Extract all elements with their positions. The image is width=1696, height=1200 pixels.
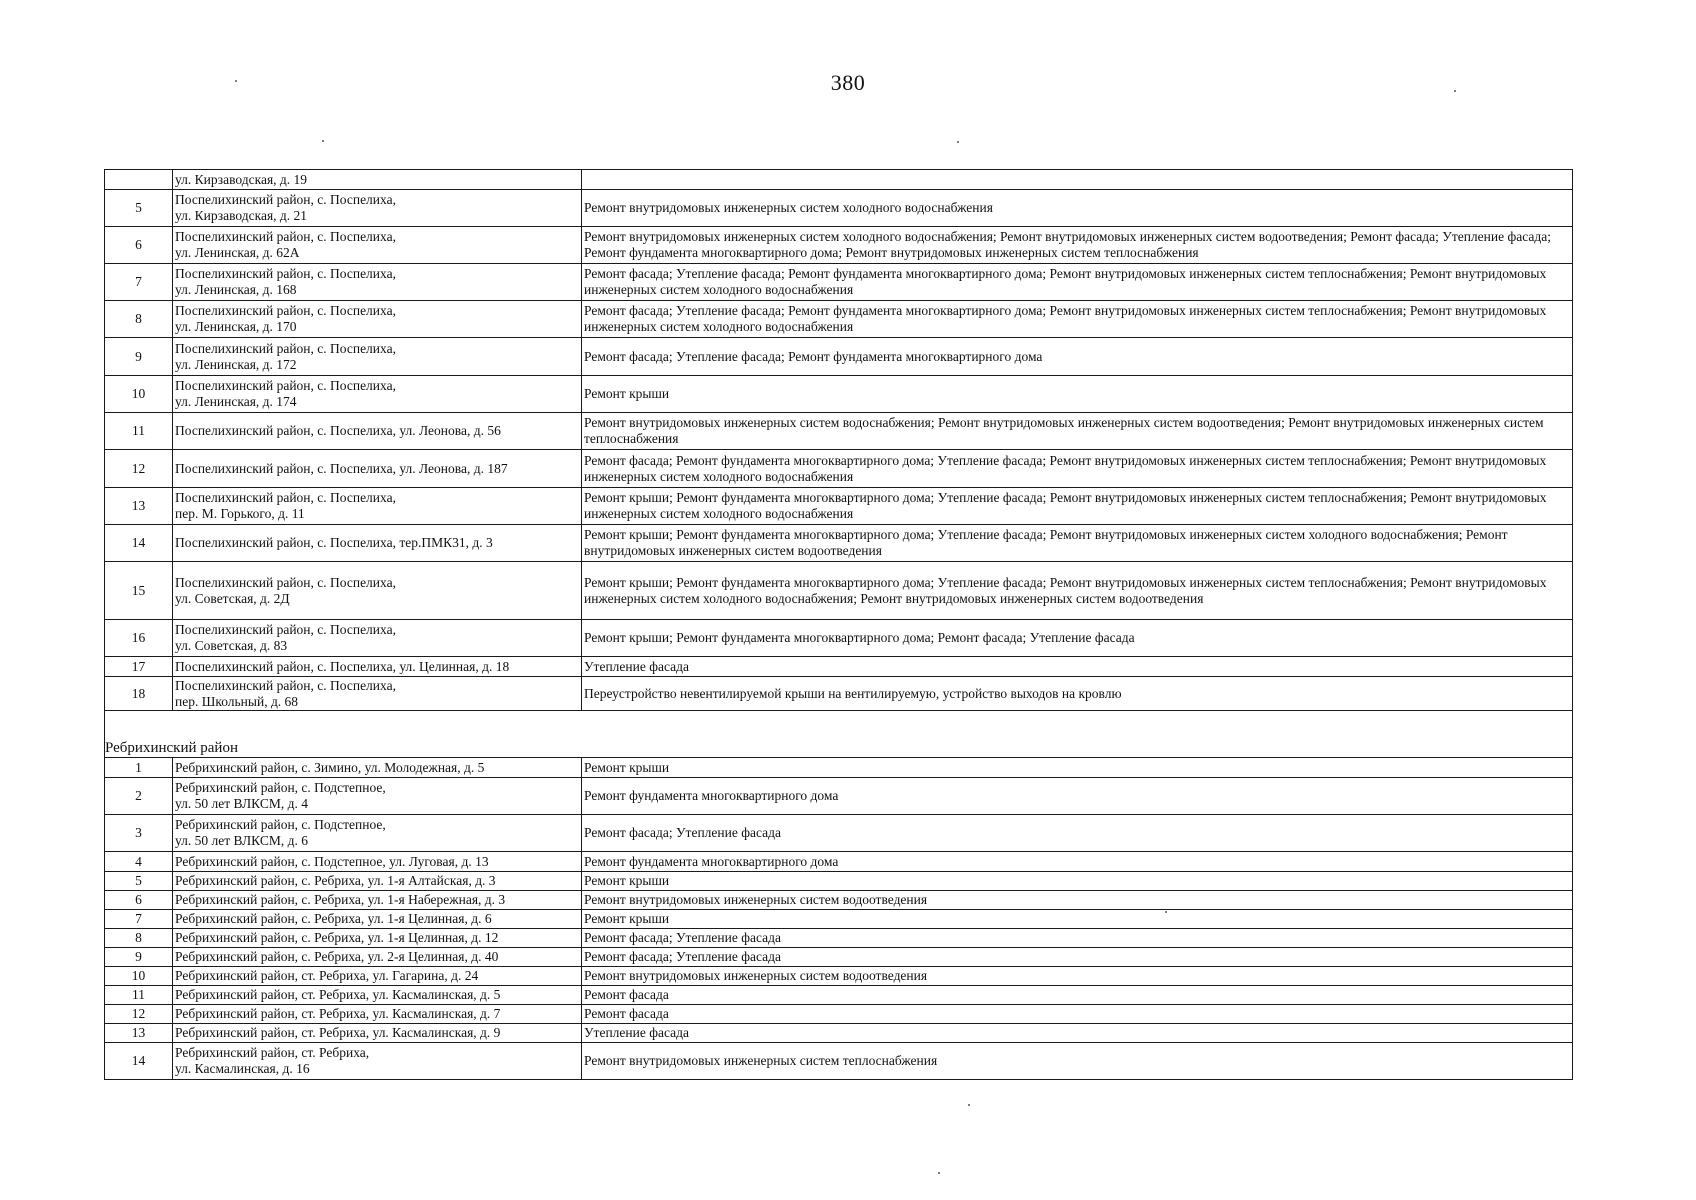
row-address: Поспелихинский район, с. Поспелиха, ул. Ленинская, д. 170 [173,301,582,338]
table-row [105,758,1573,778]
row-number: 9 [105,948,173,967]
scan-speck [1165,911,1167,913]
table-row [105,450,1573,488]
row-address: Ребрихинский район, с. Ребриха, ул. 1-я Алтайская, д. 3 [173,872,582,891]
row-works: Ремонт фасада; Утепление фасада [582,929,1573,948]
row-address: Поспелихинский район, с. Поспелиха, ул. Ленинская, д. 168 [173,264,582,301]
table-row [105,872,1573,891]
row-works: Ремонт внутридомовых инженерных систем холодного водоснабжения; Ремонт внутридомовых инженерных систем водоотведения; Ремонт фасада; Утепление фасада; Ремонт фундамента многоквартирного дома; Ремонт внутридомовых инженерных систем теплоснабжения [582,227,1573,264]
table-row [105,815,1573,852]
row-number: 4 [105,852,173,872]
row-works: Ремонт внутридомовых инженерных систем водоотведения [582,967,1573,986]
row-number: 15 [105,562,173,620]
row-works: Ремонт фасада; Утепление фасада; Ремонт фундамента многоквартирного дома; Ремонт внутридомовых инженерных систем теплоснабжения; Ремонт внутридомовых инженерных систем холодного водоснабжения [582,301,1573,338]
section-header-row [105,711,1573,758]
row-number: 10 [105,376,173,413]
row-works: Утепление фасада [582,1024,1573,1043]
table-body [105,170,1573,1080]
table-row [105,852,1573,872]
row-works: Ремонт фасада; Ремонт фундамента многоквартирного дома; Утепление фасада; Ремонт внутридомовых инженерных систем теплоснабжения; Ремонт внутридомовых инженерных систем холодного водоснабжения [582,450,1573,488]
row-address: Поспелихинский район, с. Поспелиха, ул. Советская, д. 2Д [173,562,582,620]
row-works: Ремонт внутридомовых инженерных систем холодного водоснабжения [582,190,1573,227]
scan-speck [235,80,237,82]
row-works: Ремонт крыши; Ремонт фундамента многоквартирного дома; Ремонт фасада; Утепление фасада [582,620,1573,657]
row-number: 7 [105,264,173,301]
table-row [105,301,1573,338]
row-works: Ремонт фасада [582,1005,1573,1024]
table-row [105,948,1573,967]
row-number: 7 [105,910,173,929]
table-row [105,620,1573,657]
row-works: Ремонт крыши; Ремонт фундамента многоквартирного дома; Утепление фасада; Ремонт внутридомовых инженерных систем теплоснабжения; Ремонт внутридомовых инженерных систем холодного водоснабжения; Ремонт внутридомовых инженерных систем водоотведения [582,562,1573,620]
row-address: Поспелихинский район, с. Поспелиха, тер.ПМК31, д. 3 [173,525,582,562]
row-works: Ремонт крыши [582,910,1573,929]
table-row [105,677,1573,711]
row-works: Ремонт крыши [582,872,1573,891]
row-number: 8 [105,301,173,338]
scan-speck [938,1172,940,1174]
row-works [582,170,1573,190]
row-number [105,170,173,190]
row-works: Ремонт фасада; Утепление фасада [582,815,1573,852]
row-number: 12 [105,450,173,488]
row-works: Переустройство невентилируемой крыши на вентилируемую, устройство выходов на кровлю [582,677,1573,711]
table-row [105,910,1573,929]
row-address: Ребрихинский район, ст. Ребриха, ул. Касмалинская, д. 16 [173,1043,582,1080]
row-number: 9 [105,338,173,376]
row-works: Ремонт крыши [582,758,1573,778]
row-address: Ребрихинский район, ст. Ребриха, ул. Касмалинская, д. 5 [173,986,582,1005]
row-works: Ремонт фундамента многоквартирного дома [582,778,1573,815]
row-number: 1 [105,758,173,778]
row-address: Ребрихинский район, ст. Ребриха, ул. Касмалинская, д. 9 [173,1024,582,1043]
row-number: 6 [105,227,173,264]
row-works: Ремонт внутридомовых инженерных систем водоотведения [582,891,1573,910]
table-row [105,413,1573,450]
scan-speck [1454,90,1456,92]
repair-program-table [104,169,1573,1080]
row-works: Ремонт внутридомовых инженерных систем теплоснабжения [582,1043,1573,1080]
row-number: 16 [105,620,173,657]
row-address: Поспелихинский район, с. Поспелиха, пер. М. Горького, д. 11 [173,488,582,525]
row-number: 14 [105,1043,173,1080]
table-row [105,525,1573,562]
row-address: Ребрихинский район, с. Ребриха, ул. 1-я Набережная, д. 3 [173,891,582,910]
scan-speck [968,1104,970,1106]
row-works: Ремонт внутридомовых инженерных систем водоснабжения; Ремонт внутридомовых инженерных систем водоотведения; Ремонт внутридомовых инженерных систем теплоснабжения [582,413,1573,450]
row-works: Ремонт фасада; Утепление фасада; Ремонт фундамента многоквартирного дома; Ремонт внутридомовых инженерных систем теплоснабжения; Ремонт внутридомовых инженерных систем холодного водоснабжения [582,264,1573,301]
row-address: Поспелихинский район, с. Поспелиха, ул. Ленинская, д. 174 [173,376,582,413]
row-number: 2 [105,778,173,815]
row-address: Поспелихинский район, с. Поспелиха, ул. Советская, д. 83 [173,620,582,657]
table-row [105,1043,1573,1080]
table-row [105,778,1573,815]
row-number: 13 [105,1024,173,1043]
page-number: 380 [830,70,866,95]
row-address: Поспелихинский район, с. Поспелиха, ул. Ленинская, д. 62А [173,227,582,264]
table-row [105,967,1573,986]
table-row [105,986,1573,1005]
table-row [105,929,1573,948]
row-number: 17 [105,657,173,677]
row-address: Ребрихинский район, с. Ребриха, ул. 2-я Целинная, д. 40 [173,948,582,967]
row-works: Ремонт фасада [582,986,1573,1005]
row-address: Ребрихинский район, с. Подстепное, ул. Луговая, д. 13 [173,852,582,872]
row-number: 3 [105,815,173,852]
row-number: 12 [105,1005,173,1024]
table-row [105,1024,1573,1043]
row-address: Поспелихинский район, с. Поспелиха, ул. Леонова, д. 56 [173,413,582,450]
row-number: 18 [105,677,173,711]
row-number: 5 [105,190,173,227]
row-works: Ремонт фасада; Утепление фасада; Ремонт фундамента многоквартирного дома [582,338,1573,376]
row-works: Утепление фасада [582,657,1573,677]
row-address: Ребрихинский район, с. Подстепное, ул. 50 лет ВЛКСМ, д. 6 [173,815,582,852]
row-address: Поспелихинский район, с. Поспелиха, ул. Целинная, д. 18 [173,657,582,677]
table-row [105,264,1573,301]
table-row [105,657,1573,677]
row-address: Ребрихинский район, с. Ребриха, ул. 1-я Целинная, д. 12 [173,929,582,948]
row-address: Ребрихинский район, с. Подстепное, ул. 50 лет ВЛКСМ, д. 4 [173,778,582,815]
row-address: ул. Кирзаводская, д. 19 [173,170,582,190]
row-address: Ребрихинский район, с. Зимино, ул. Молодежная, д. 5 [173,758,582,778]
row-number: 8 [105,929,173,948]
row-number: 11 [105,986,173,1005]
row-number: 6 [105,891,173,910]
row-address: Поспелихинский район, с. Поспелиха, ул. Кирзаводская, д. 21 [173,190,582,227]
table-row [105,1005,1573,1024]
table-row [105,190,1573,227]
table-row [105,562,1573,620]
table-row [105,488,1573,525]
table-row [105,376,1573,413]
table-row [105,170,1573,190]
row-address: Поспелихинский район, с. Поспелиха, ул. Ленинская, д. 172 [173,338,582,376]
row-number: 14 [105,525,173,562]
scan-speck [957,141,959,143]
row-address: Ребрихинский район, ст. Ребриха, ул. Гагарина, д. 24 [173,967,582,986]
scan-speck [322,140,324,142]
row-works: Ремонт фасада; Утепление фасада [582,948,1573,967]
row-works: Ремонт крыши; Ремонт фундамента многоквартирного дома; Утепление фасада; Ремонт внутридомовых инженерных систем теплоснабжения; Ремонт внутридомовых инженерных систем холодного водоснабжения [582,488,1573,525]
row-address: Поспелихинский район, с. Поспелиха, пер. Школьный, д. 68 [173,677,582,711]
row-address: Поспелихинский район, с. Поспелиха, ул. Леонова, д. 187 [173,450,582,488]
row-works: Ремонт фундамента многоквартирного дома [582,852,1573,872]
row-number: 13 [105,488,173,525]
row-number: 10 [105,967,173,986]
row-address: Ребрихинский район, ст. Ребриха, ул. Касмалинская, д. 7 [173,1005,582,1024]
row-works: Ремонт крыши; Ремонт фундамента многоквартирного дома; Утепление фасада; Ремонт внутридомовых инженерных систем холодного водоснабжения; Ремонт внутридомовых инженерных систем водоотведения [582,525,1573,562]
row-works: Ремонт крыши [582,376,1573,413]
table-row [105,338,1573,376]
row-number: 5 [105,872,173,891]
table-row [105,227,1573,264]
row-number: 11 [105,413,173,450]
section-title: Ребрихинский район [105,711,1573,758]
row-address: Ребрихинский район, с. Ребриха, ул. 1-я Целинная, д. 6 [173,910,582,929]
table-row [105,891,1573,910]
